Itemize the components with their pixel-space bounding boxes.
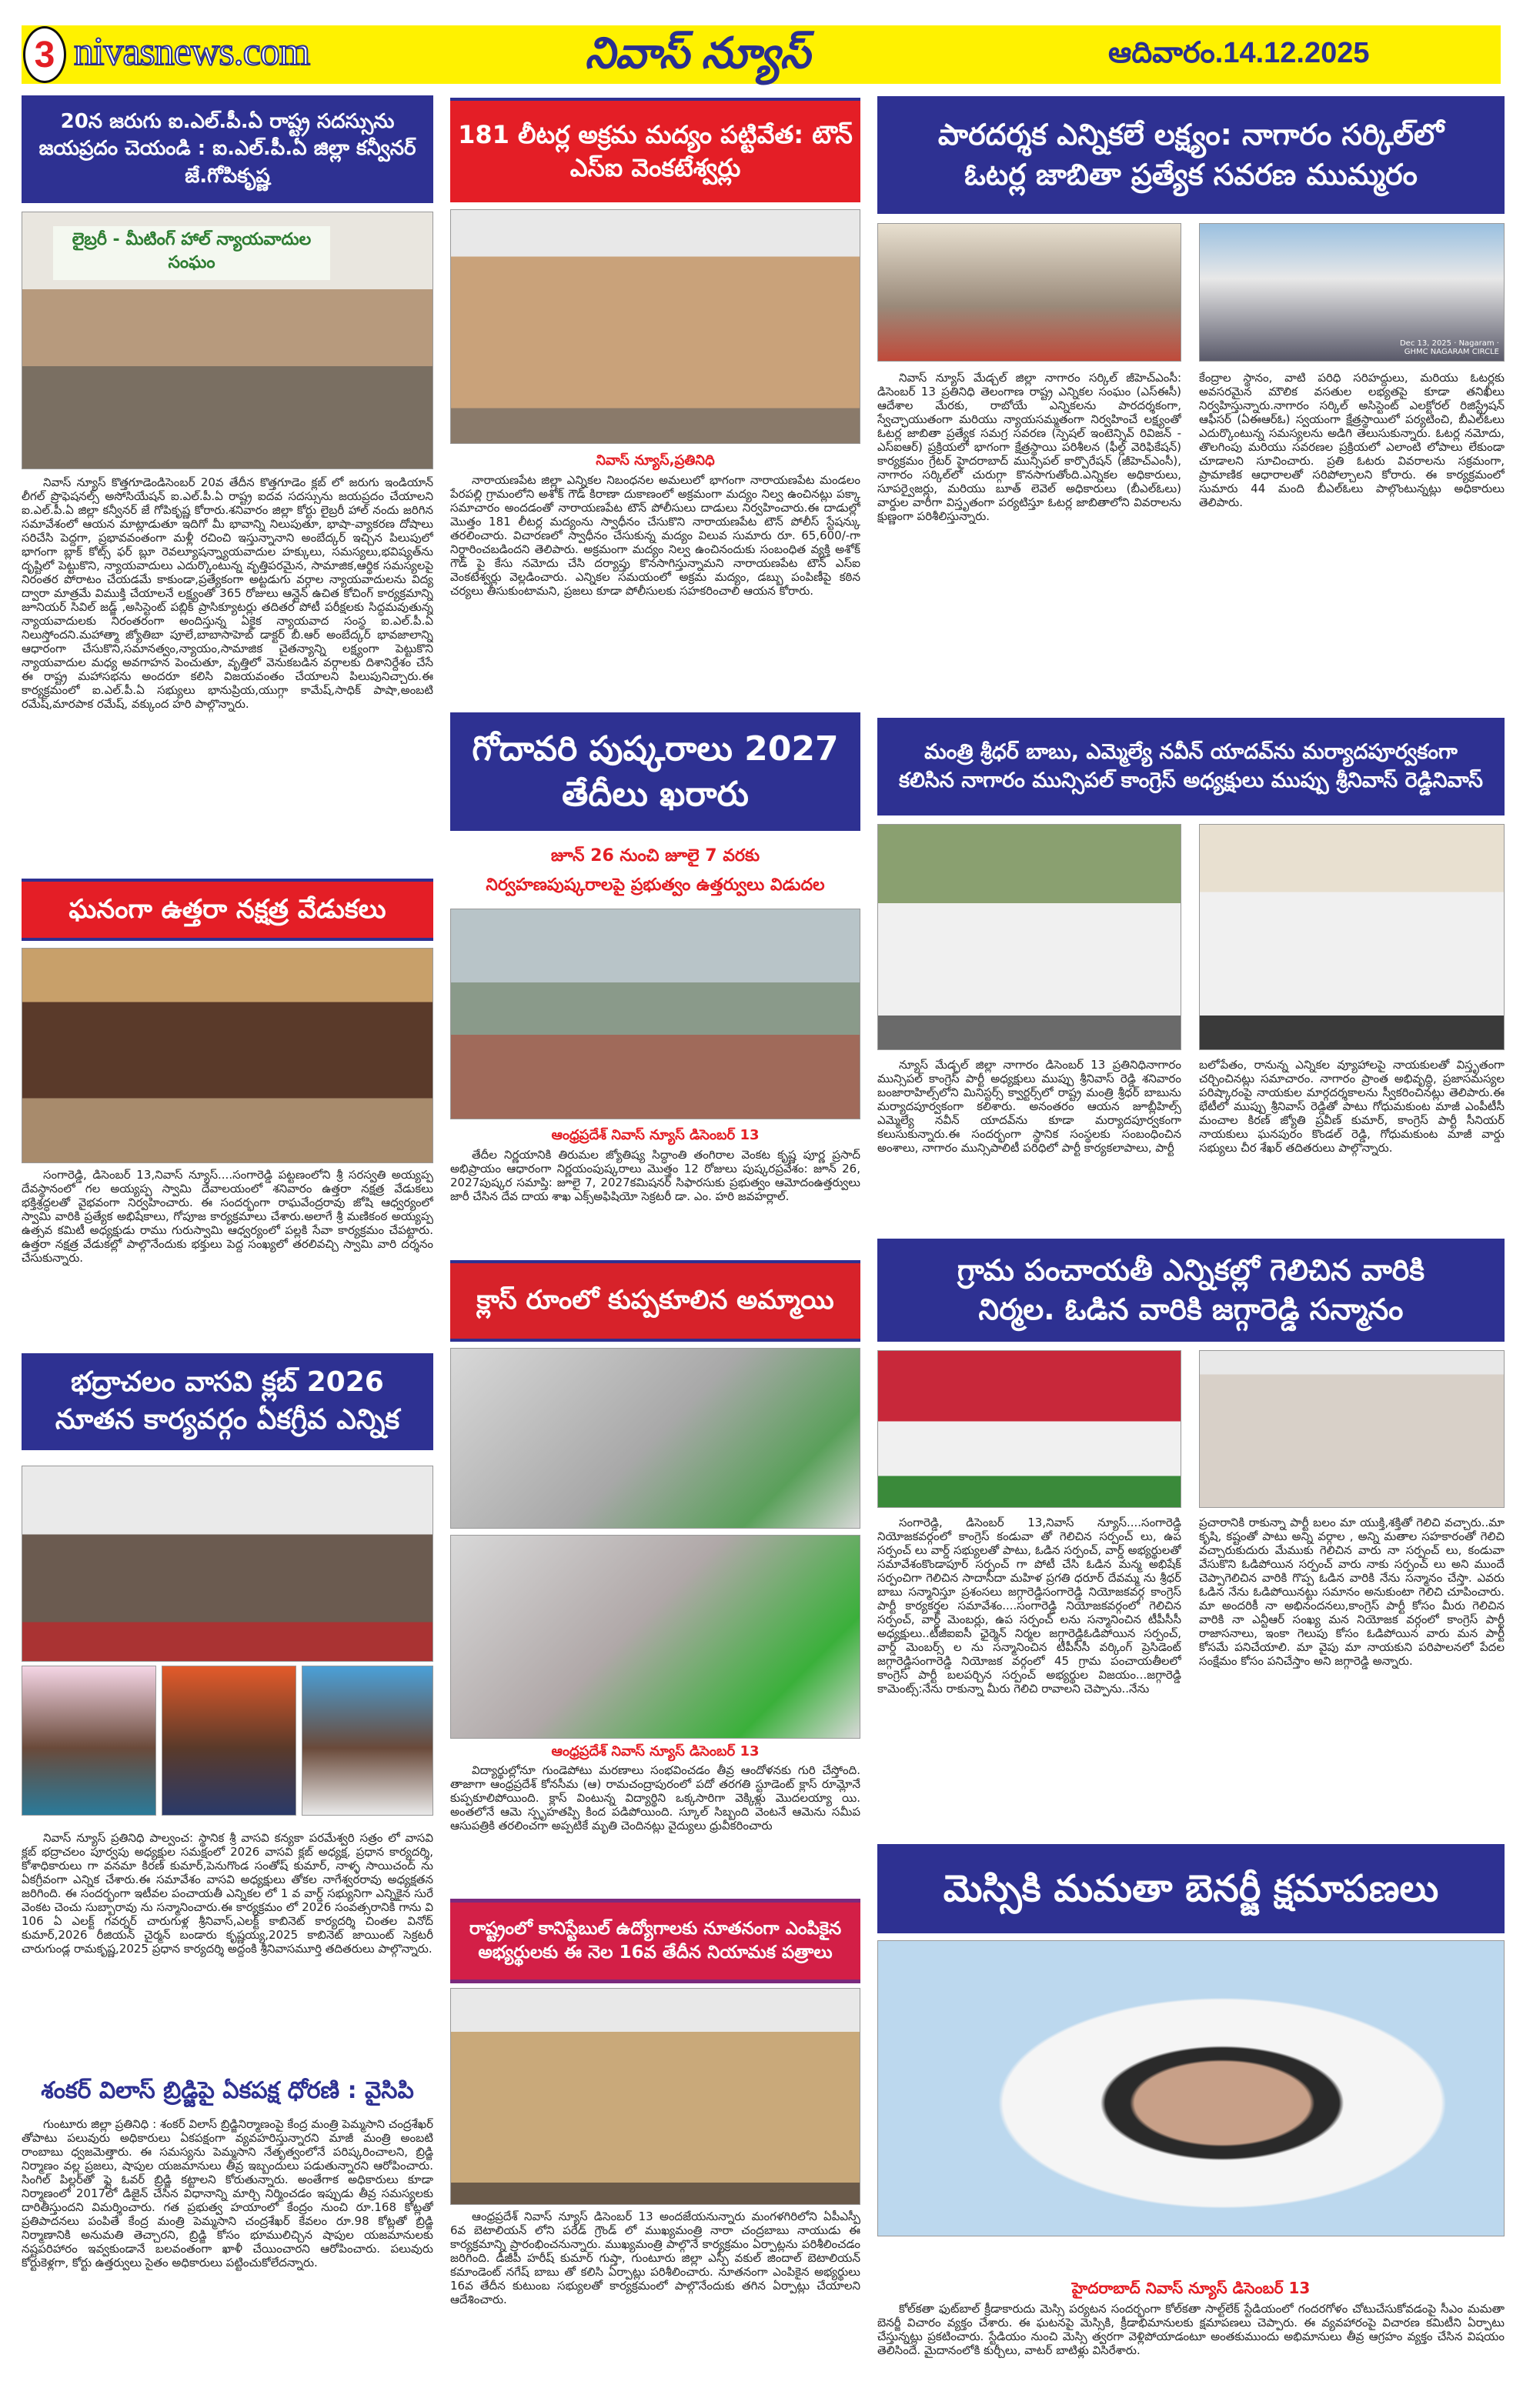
byline-classroom: ఆంధ్రప్రదేశ్ నివాస్ న్యూస్ డిసెంబర్ 13	[551, 1743, 760, 1759]
photo-ilpa-meeting	[22, 212, 433, 469]
article-voter-list-body-left: నివాస్ న్యూస్ మేడ్చల్ జిల్లా నాగారం సర్కిల్ జీహెచ్ఎంసీ: డిసెంబర్ 13 ప్రతినిధి తెలంగాణ రాష్ట్ర ఎన్నికల సంఘం (ఎస్ఈసీ) ఆదేశాల మేరకు, రాబోయే ఎన్నికలను పారదర్శకంగా, స్వేచ్ఛాయుతంగా మరియు న్యాయసమ్మతంగా నిర్వహించే లక్ష్యంతో ఓటర్ల జాబితా ప్రత్యేక సమగ్ర సవరణ (స్పెషల్ ఇంటెన్సివ్ రివిజన్ - ఎస్ఐఆర్) ప్రక్రియలో భాగంగా క్షేత్రస్థాయి పరిశీలన (ఫీల్డ్ వెరిఫికేషన్) కార్యక్రమం గ్రేటర్ హైదరాబాద్ మున్సిపల్ కార్పొరేషన్ (జీహెచ్ఎంసీ), నాగారం సర్కిల్‌లో చురుగ్గా కొనసాగుతోంది.ఎన్నికల అధికారులు, సూపర్వైజర్లు, మరియు బూత్ లెవెల్ అధికారులు (బీఎల్ఓలు) వార్డుల వారీగా విస్తృతంగా పర్యటిస్తూ ఓటర్ల జాబితాలోని వివరాలను క్షుణ్ణంగా పరిశీలిస్తున్నారు.	[877, 371, 1181, 523]
headline-minister-meeting	[877, 718, 1505, 815]
headline-line-1: మంత్రి శ్రీధర్ బాబు, ఎమ్మెల్యే నవీన్ యాదవ్‌ను మర్యాదపూర్వకంగా	[924, 740, 1458, 765]
photo-felicitation-crowd	[1199, 1350, 1505, 1508]
photo-felicitation-stage	[877, 1350, 1181, 1508]
byline-godavari: ఆంధ్రప్రదేశ్ నివాస్ న్యూస్ డిసెంబర్ 13	[551, 1127, 760, 1143]
article-ilpa-body: నివాస్ న్యూస్ కొత్తగూడెండిసెంబర్ 20వ తేదీన కొత్తగూడెం క్లబ్ లో జరుగు ఇండియాన్ లీగల్ ప్రొఫెషనల్స్ అసోసియేషన్ ఐ.ఎల్.పీ.ఏ రాష్ట్ర ఐదవ సదస్సును జయప్రదం చేయాలని ఐ.ఎల్.పీ.ఏ జిల్లా కన్వీనర్ జే గోపికృష్ణ కోరారు.శనివారం జిల్లా కోర్టు లైబ్రరీ హాల్ నందు జరిగిన సమావేశంలో ఆయన మాట్లాడుతూ ఇదిగో మీ భావాన్ని నిలుపుతూ, భాషా-వ్యాకరణ దోషాలు సరిచేసి పెద్దగా, ప్రభావవంతంగా మళ్లీ రచించి ఇస్తున్నానాని అంబేద్కర్ ఇచ్చిన పిలుపులో భాగంగా బ్లాక్ కోట్స్ ఫర్ బ్లూ రెవల్యూషన్న్యాయవాదుల హక్కులు, సమస్యలు,భవిష్యత్‌ను దృష్టిలో పెట్టుకొని, న్యాయవాదులు ఎదుర్కొంటున్న వృత్తిపరమైన, సామాజిక,ఆర్థిక సమస్యలపై నిరంతర పోరాటం చేయడమే కాకుండా,ప్రత్యేకంగా అట్టడుగు వర్గాల న్యాయవాదులను విద్య ద్వారా మాత్రమే విముక్తి చేయాలనే లక్ష్యంతో 365 రోజులు ఆన్లైన్ ఉచిత కోచింగ్ కార్యక్రమాన్ని జూనియర్ సివిల్ జడ్జ్ ,అసిస్టెంట్ పబ్లిక్ ప్రాసిక్యూటర్లు తదితర పోటీ పరీక్షలకు సిద్ధమవుతున్న న్యాయవాదులకు నిరంతరంగా అందిస్తున్న ఏకైక న్యాయవాద సంస్థ ఐ.ఎల్.పీ.ఏ నిలుస్తోందని.మహాత్మా జ్యోతిబా పూలే,బాబాసాహెబ్ డాక్టర్ బీ.ఆర్ అంబేద్కర్ భావజాలాన్ని ఆధారంగా చేసుకొని,సమానత్వం,న్యాయం,సామాజిక చైతన్యాన్ని లక్ష్యంగా పెట్టుకొని న్యాయవాదుల మధ్య అవగాహన పెంచుతూ, వృత్తిలో వెనుకబడిన వర్గాలకు దిశానిర్దేశం చేసే ఈ రాష్ట్ర మహాసభను అందరూ కలిసి విజయవంతం చేయాలని పిలుపునిచ్చారు.ఈ కార్యక్రమంలో ఐ.ఎల్.పీ.ఏ సభ్యులు భానుప్రియ,యుగ్గా కామేష్,సాధిక్ పాషా,అంబటి రమేష్,మారపాక రమేష్, వక్కుంద హరి పాల్గొన్నారు.	[22, 475, 433, 711]
byline-mamata: హైదరాబాద్ నివాస్ న్యూస్ డిసెంబర్ 13	[1071, 2279, 1311, 2297]
headline-line-2: ఓటర్ల జాబితా ప్రత్యేక సవరణ ముమ్మరం	[964, 157, 1418, 192]
newspaper-logo: నివాస్ న్యూస్	[585, 28, 810, 77]
photo-mamata-banerjee	[877, 1940, 1505, 2236]
photo-police-officials	[450, 1988, 860, 2205]
headline-mamata-apology: మెస్సికి మమతా బెనర్జీ క్షమాపణలు	[877, 1844, 1505, 1933]
headline-uttara-nakshatra: ఘనంగా ఉత్తరా నక్షత్ర వేడుకలు	[22, 879, 433, 941]
article-vasavi-body: నివాస్ న్యూస్ ప్రతినిధి పాల్వంచ: స్థానిక శ్రీ వాసవి కన్యకా పరమేశ్వరి సత్రం లో వాసవి క్లబ్ భద్రాచలం పూర్వపు అధ్యక్షుల సమక్షంలో 2026 వాసవి క్లబ్ అధ్యక్ష, ప్రధాన కార్యదర్శి, కోశాధికారులు గా వనమా కిరణ్ కుమార్,పెనుగొండ సంతోష్ కుమార్, నాళ్ళ సాయిచంద్ ను ఏకగ్రీవంగా ఎన్నిక చేశారు.ఈ సమావేశం వాసవి అధ్యక్షులు తోకల నాగేశ్వరరావు అధ్యక్షతన జరిగింది. ఈ సందర్భంగా ఇటీవల పంచాయతీ ఎన్నికల లో 1 వ వార్డ్ సభ్యునిగా ఎన్నికైన సురే వెంకట చెంచు సుబ్బారావు ను సన్మానించారు.ఈ కార్యక్రమం లో 2026 సంవత్సరానికి గాను వి 106 ఏ ఎలక్ట్ గవర్నర్ చారుగుళ్ల శ్రీనివాస్,ఎలక్ట్ కాబినెట్ కార్యదర్శి చింతల వినోద్ కుమార్,2026 రీజియన్ చైర్మన్ బండారు కృష్ణయ్య,2025 కాబినెట్ జాయింట్ సెక్రటరీ చారుగుండ్ల రామకృష్ణ,2025 ప్రధాన కార్యదర్శి అద్దంకి శ్రీనివాసమూర్తి తదితరులు పాల్గొన్నారు.	[22, 1831, 433, 1956]
photo-godavari-river	[450, 909, 860, 1119]
photo-member-1	[22, 1666, 156, 1816]
article-panchayat-body-left: సంగారెడ్డి, డిసెంబర్ 13,నివాస్ న్యూస్....సంగారెడ్డి నియోజకవర్గంలో కాంగ్రెస్ కండువా తో గెలిచిన సర్పంచ్ లు, ఉప సర్పంచ్ లు వార్డ్ సభ్యులతో పాటు, ఓడిన సర్పంచ్, వార్డ్ అభ్యర్థులతో సమావేశంకొండాపూర్ సర్పంచ్ గా పోటీ చేసి ఓడిన మన్మ అభిషేక్ సర్పంచిగా గెలిచిన సాదాసీదా మహిళ ప్రగతి ధరూర్ దేవమ్మ ను శ్రీధర్ బాబు సన్మానిస్తూ ప్రశంసలు జగ్గారెడ్డిసంగారెడ్డి నియోజకవర్గ కాంగ్రెస్ పార్టీ కార్యకర్తల సమావేశం....సంగారెడ్డి నియోజకవర్గంలో గెలిచిన సర్పంచ్, వార్డ్ మెంబర్లు, ఉప సర్పంచ్ లను సన్మానించిన టీపీసీసీ అధ్యక్షులు..టీజీఐఐసీ ఛైర్మెన్ నిర్మల జగ్గారెడ్డిఓడిపోయిన సర్పంచ్, వార్డ్ మెంబర్స్ ల ను సన్మానించిన టీపీసీసీ వర్కింగ్ ప్రెసిడెంట్ జగ్గారెడ్డిసంగారెడ్డి నియోజక వర్గంలో 45 గ్రామ పంచాయతీలలో కాంగ్రెస్ పార్టీ బలపర్చిన సర్పంచ్ అభ్యర్థుల విజయం...జగ్గారెడ్డి కామెంట్స్:నేను రాకున్నా మీరు గెలిచి రావాలని చెప్పాను..నేను	[877, 1516, 1181, 1696]
headline-shankar-vilas: శంకర్ విలాస్ బ్రిడ్జిపై ఏకపక్ష ధోరణి : వైసిపి	[41, 2077, 414, 2104]
headline-constable-appointments	[450, 1899, 860, 1983]
website-name: nivasnews.com	[74, 30, 310, 74]
article-minister-body-right: బలోపేతం, రానున్న ఎన్నికల వ్యూహాలపై నాయకులతో విస్తృతంగా చర్చించినట్లు సమాచారం. నాగారం ప్రాంత అభివృద్ధి, ప్రజాసమస్యల పరిష్కారంపై నాయకుల మార్గదర్శకాలను స్వీకరించినట్లు తెలిపారు.ఈ భేటీలో ముప్పు శ్రీనివాస్ రెడ్డితో పాటు గోధుమకుంట మాజీ ఎంపీటీసీ మంచాల కిరణ్ జ్యోతి ప్రవీణ్ కుమార్, కాంగ్రెస్ పార్టీ సీనియర్ నాయకులు ఘనపురం కొండల్ రెడ్డి, గోధుమకుంట మాజీ వార్డు సభ్యులు చీర శేఖర్ తదితరులు పాల్గొన్నారు.	[1199, 1058, 1505, 1155]
issue-date: ఆదివారం.14.12.2025	[1108, 37, 1370, 69]
article-liquor-body: నారాయణపేట జిల్లా ఎన్నికల నిబంధనల అమలులో భాగంగా నారాయణపేట మండలం పేరపల్లి గ్రామంలోని అశోక్ గౌడ్ కిరాణా దుకాణంలో అక్రమంగా మద్యం నిల్వ ఉంచినట్లు పక్కా సమాచారం అందడంతో నారాయణపేట టౌన్ పోలీసులు దాడులు నిర్వహించారు.ఈ దాడుల్లో మొత్తం 181 లీటర్ల మద్యంను స్వాధీనం చేసుకొని నారాయణపేట టౌన్ పోలీస్ స్టేషన్కు తరలించారు. విచారణలో స్వాధీనం చేసుకున్న మద్యం విలువ సుమారు రూ. 65,600/-గా నిర్ధారించబడిందని తెలిపారు. అక్రమంగా మద్యం నిల్వ ఉంచినందుకు సంబంధిత వ్యక్తి అశోక్ గౌడ్ పై కేసు నమోదు చేసి దర్యాప్తు కొనసాగిస్తున్నామని నారాయణపేట టౌన్ ఎస్ఐ వెంకటేశ్వర్లు వెల్లడించారు. ఎన్నికల సమయంలో అక్రమ మద్యం, డబ్బు పంపిణీపై కఠిన చర్యలు తీసుకుంటామని, ప్రజలు కూడా పోలీసులకు సహకరించాలి ఆయన కోరారు.	[450, 473, 860, 598]
article-panchayat-body-right: ప్రచారానికి రాకున్నా పార్టీ బలం మా యుక్తి,శక్తితో గెలిచి వచ్చారు..మా కృషి, కష్టంతో పాటు అన్ని వర్గాల , అన్ని మతాల సహకారంతో గెలిచి వచ్చారుకుదురు మేముకు గెలిచిన వారు నా సర్పంచ్ లు, కండువా వేసుకొని ఓడిపోయిన సర్పంచ్ వారు నాకు సర్పంచ్ లు అని ముందే చెప్పాగెలిచిన వారికి గొప్ప ఓడిన వారికి నేను సన్మానం చేస్తా. ఎవరు ఓడిన నేను ఓడిపోయినట్టు సమానం అనుకుంటా గెలిచి చూపించారు. మా అందరికీ నా అభినందనలు,కాంగ్రెస్ పార్టీ కోసం మీరు గెలిచిన వారికి నా ఎన్టీఆర్ సంఖ్య మన నియోజక వర్గంలో కాంగ్రెస్ పార్టీ రాజాసనాలు, ఇంకా గెలుపు కోసం ఓడిపోయిన వారు మన పార్టీ కోసమే పనిచేయాలి. మా వైపు మా నాయకుని పరిపాలనలో పేదల సంక్షేమం కోసం పనిచేస్తాం అని జగ్గారెడ్డి అన్నారు.	[1199, 1516, 1505, 1668]
article-classroom-body: విద్యార్థుల్లోనూ గుండెపోటు మరణాలు సంభవించడం తీవ్ర ఆందోళనకు గురి చేస్తోంది. తాజాగా ఆంధ్రప్రదేశ్ కోనసీమ (ఆ) రామచంద్రాపురంలో పదో తరగతి స్టూడెంట్ క్లాస్ రూమ్లోనే కుప్పకూలిపోయింది. క్లాస్ వింటున్న విద్యార్థిని ఒక్కసారిగా వెక్కిళ్లు మొదలయ్యా యి. అంతలోనే ఆమె స్పృహతప్పి కింద పడిపోయింది. స్కూల్ సిబ్బంది వెంటనే ఆమెను సమీప ఆసుపత్రికి తరలించగా అప్పటికే మృతి చెందినట్లు వైద్యులు ధ్రువీకరించారు	[450, 1763, 860, 1833]
photo-banner: లైబ్రరీ - మీటింగ్ హాల్ న్యాయవాదుల సంఘం	[53, 226, 330, 280]
photo-cctv-classroom-2	[450, 1535, 860, 1739]
article-minister-body-left: న్యూస్ మేడ్చల్ జిల్లా నాగారం డిసెంబర్ 13 ప్రతినిధినాగారం మున్సిపల్ కాంగ్రెస్ పార్టీ అధ్యక్షులు ముప్పు శ్రీనివాస్ రెడ్డి శనివారం బంజారాహిల్స్‌లోని మినిస్టర్స్ క్వార్టర్స్‌లో రాష్ట్ర మంత్రి శ్రీధర్ బాబును మర్యాదపూర్వకంగా కలిశారు. అనంతరం ఆయన జూబ్లీహిల్స్ ఎమ్మెల్యే నవీన్ యాదవ్‌ను కూడా మర్యాదపూర్వకంగా కలుసుకున్నారు.ఈ సందర్భంగా స్థానిక సంస్థలకు సంబంధించిన అంశాలు, నాగారం మున్సిపాలిటీ పరిధిలో పార్టీ కార్యకలాపాలు, పార్టీ	[877, 1058, 1181, 1155]
byline-liquor: నివాస్ న్యూస్,ప్రతినిధి	[596, 452, 715, 469]
headline-liquor-seizure: 181 లీటర్ల అక్రమ మద్యం పట్టివేత: టౌన్ ఎస్ఐ వెంకటేశ్వర్లు	[450, 98, 860, 202]
photo-timestamp-caption: Dec 13, 2025 · Nagaram · GHMC NAGARAM CIRCLE	[1399, 339, 1499, 356]
headline-ilpa: 20న జరుగు ఐ.ఎల్.పీ.ఏ రాష్ట్ర సదస్సును జయప్రదం చెయండి : ఐ.ఎల్.పీ.ఏ జిల్లా కన్వీనర్ జే.గోపికృష్ణ	[22, 95, 433, 203]
photo-ayyappa-devotees	[22, 948, 433, 1163]
headline-panchayat-felicitation	[877, 1239, 1505, 1342]
headline-classroom-collapse: క్లాస్ రూంలో కుప్పకూలిన అమ్మాయి	[450, 1260, 860, 1342]
photo-minister-meeting-2	[1199, 824, 1505, 1050]
photo-vasavi-club	[22, 1466, 433, 1662]
article-constable-body: ఆంధ్రప్రదేశ్ నివాస్ న్యూస్ డిసెంబర్ 13 అందజేయనున్నారు మంగళగిరిలోని ఏపీఎస్పీ 6వ బెటాలియన్ లోని పరేడ్ గ్రౌండ్ లో ముఖ్యమంత్రి నారా చంద్రబాబు నాయుడు ఈ కార్యక్రమాన్ని ప్రారంభించనున్నారు. ముఖ్యమంత్రి పాల్గొనే కార్యక్రమం ఏర్పాట్లను పరిశీలించడం జరిగింది. డీజీపీ హరీష్ కుమార్ గుప్తా, గుంటూరు జిల్లా ఎస్పీ వకుల్ జిందాల్ బెటాలియన్ కమాండెంట్ నగేష్ బాబు తో కలిసి ఏర్పాట్లు పరిశీలించారు. నూతనంగా ఎంపికైన అభ్యర్థులు 16వ తేదీన కుటుంబ సభ్యులతో కార్యక్రమంలో పాల్గొనేందుకు తగిన ఏర్పాట్లు చేయాలని ఆదేశించారు.	[450, 2210, 860, 2306]
photo-member-3	[302, 1666, 433, 1816]
article-voter-list-body-right: కేంద్రాల స్థానం, వాటి పరిధి సరిహద్దులు, మరియు ఓటర్లకు అవసరమైన మౌలిక వసతుల లభ్యతపై కూడా తనిఖీలు నిర్వహిస్తున్నారు.నాగారం సర్కిల్ అసిస్టెంట్ ఎలక్టోరల్ రిజిస్ట్రేషన్ ఆఫీసర్ (ఏఈఆర్ఓ) స్వయంగా క్షేత్రస్థాయిలో పర్యటించి, బీఎల్ఓలు ఎదుర్కొంటున్న సమస్యలను అడిగి తెలుసుకున్నారు. ఓటర్ల నమోదు, తొలగింపు మరియు సవరణల ప్రక్రియలో ఎలాంటి లోపాలు లేకుండా చూడాలని సూచించారు. ప్రతి ఓటరు వివరాలను సక్రమంగా, ప్రామాణిక ఆధారాలతో సరిపోల్చాలని కోరారు. ఈ కార్యక్రమంలో సుమారు 44 మంది బీఎల్ఓలు పాల్గొంటున్నట్లు అధికారులు తెలిపారు.	[1199, 371, 1505, 509]
headline-line-2: కలిసిన నాగారం మున్సిపల్ కాంగ్రెస్ అధ్యక్షులు ముప్పు శ్రీనివాస్ రెడ్డినివాస్	[899, 768, 1483, 792]
photo-cctv-classroom-1	[450, 1348, 860, 1529]
headline-vasavi-club: భద్రాచలం వాసవి క్లబ్ 2026 నూతన కార్యవర్గం ఏకగ్రీవ ఎన్నిక	[22, 1353, 433, 1450]
photo-police-liquor	[450, 209, 860, 444]
headline-line-1: గ్రామ పంచాయతీ ఎన్నికల్లో గెలిచిన వారికి	[957, 1252, 1425, 1287]
photo-field-verification-1	[877, 223, 1181, 362]
subheadline-orders: నిర్వహణపుష్కరాలపై ప్రభుత్వం ఉత్తర్వులు విడుదల	[486, 875, 825, 895]
article-shankar-vilas-body: గుంటూరు జిల్లా ప్రతినిధి : శంకర్ విలాస్ బ్రిడ్జినిర్మాణంపై కేంద్ర మంత్రి పెమ్మసాని చంద్రశేఖర్ తోపాటు పలువురు అధికారులు ఏకపక్షంగా వ్యవహరిస్తున్నారని మాజీ మంత్రి అంబటి రాంబాబు ధ్వజమెత్తారు. ఈ సమస్యను పెమ్మసాని నేతృత్వంలోనే పరిష్కరించాలని, బ్రిడ్జి నిర్మాణం వల్ల ప్రజలు, షాపుల యజమానులు తీవ్ర ఇబ్బందులు పడుతున్నారని ఆరోపించారు. సింగిల్ పిల్లర్‌తో ఫ్లై ఓవర్ బ్రిడ్జి కట్టాలని కోరుతున్నారు. అంతేగాక అధికారులు కూడా నిర్మాణంలో 2017లో డిజైన్ చేసిన విధానాన్ని మార్చి నిర్మించడం ఇప్పుడు తీవ్ర సమస్యలకు దారితీస్తుందని విమర్శించారు. గత ప్రభుత్వ హయాంలో కేంద్రం నుంచి రూ.168 కోట్లతో ప్రతిపాదనలు పంపితే కేంద్ర మంత్రి పెమ్మసాని చంద్రశేఖర్ కేవలం రూ.98 కోట్లతో బ్రిడ్జి నిర్మాణానికి అనుమతి తెచ్చారని, బ్రిడ్జి కోసం భూములిచ్చిన షాపుల యజమానులకు నష్టపరిహారం ఇవ్వకుండానే బలవంతంగా ఖాళీ చేయించారని ఆరోపించారు. పలువురు కోర్టుకెళ్లగా, కోర్టు ఉత్తర్వులు సైతం అధికారులు పట్టించుకోలేదన్నారు.	[22, 2117, 433, 2270]
headline-godavari-pushkaralu: గోదావరి పుష్కరాలు 2027 తేదీలు ఖరారు	[450, 712, 860, 831]
headline-line-2: నిర్మల. ఓడిన వారికి జగ్గారెడ్డి సన్మానం	[978, 1292, 1404, 1326]
headline-line-1: రాష్ట్రంలో కానిస్టేబుల్ ఉద్యోగాలకు నూతనంగా ఎంపికైన	[469, 1918, 842, 1939]
article-uttara-body: సంగారెడ్డి, డిసెంబర్ 13,నివాస్ న్యూస్....సంగారెడ్డి పట్టణంలోని శ్రీ సరస్వతి అయ్యప్ప దేవస్థానంలో గల అయ్యప్ప స్వామి దేవాలయంలో శనివారం ఉత్తరా నక్షత్ర వేడుకలు భక్తిశ్రద్ధలతో వైభవంగా నిర్వహించారు. ఈ సందర్భంగా రాఘవేంద్రరావు జోషి ఆధ్వర్యంలో స్వామి వారికి ప్రత్యేక అభిషేకాలు, గోపూజ కార్యక్రమాలు చేశారు.అలాగే శ్రీ మణికంఠ అయ్యప్ప ఉత్సవ కమిటీ అధ్యక్షుడు రాము గురుస్వామి ఆధ్వర్యంలో పల్లకి సేవా కార్యక్రమం చేపట్టారు. ఉత్తరా నక్షత్ర వేడుకల్లో పాల్గొనేందుకు భక్తులు పెద్ద సంఖ్యలో తరలివచ్చి స్వామి వారి దర్శనం చేసుకున్నారు.	[22, 1168, 433, 1265]
photo-minister-meeting-1	[877, 824, 1181, 1050]
headline-line-1: పారదర్శక ఎన్నికలే లక్ష్యం: నాగారం సర్కిల్‌లో	[937, 118, 1445, 152]
headline-line-2: అభ్యర్థులకు ఈ నెల 16వ తేదీన నియామక పత్రాలు	[478, 1943, 833, 1963]
photo-member-2	[162, 1666, 296, 1816]
article-godavari-body: తేదీల నిర్ణయానికి తిరుమల జ్యోతిష్య సిద్ధాంతి తంగిరాల వెంకట కృష్ణ పూర్ణ ప్రసాద్ అభిప్రాయం ఆధారంగా నిర్ణయంపుష్కరాలు మొత్తం 12 రోజులు పుష్కరప్రవేశం: జూన్ 26, 2027పుష్కర సమాప్తి: జూలై 7, 2027కమిషనర్ సిఫారసుకు ప్రభుత్వం ఆమోదంఉత్తర్వులు జారీ చేసిన దేవ దాయ శాఖ ఎక్స్‌అఫిషియో సెక్రటరీ డా. ఎం. హరి జవహర్లాల్.	[450, 1148, 860, 1203]
page-number: 3	[23, 26, 66, 83]
subheadline-dates: జూన్ 26 నుంచి జూలై 7 వరకు	[550, 846, 760, 865]
photo-field-verification-2	[1199, 223, 1505, 362]
headline-voter-list-revision	[877, 96, 1505, 214]
article-mamata-body: కోల్‌కతా ఫుట్‌బాల్ క్రీడాకారుదు మెస్సి పర్యటన సందర్భంగా కోల్‌కతా సాల్ట్‌లేక్ స్టేడియంలో గందరగోళం చోటుచేసుకోవడంపై సీఎం మమతా బెనర్జీ విచారం వ్యక్తం చేశారు. ఈ ఘటనపై మెస్సికి, క్రీడాభిమానులకు క్షమాపణలు చెప్పారు. ఈ వ్యవహారంపై విచారణ కమిటీని ఏర్పాటు చేస్తున్నట్లు ప్రకటించారు. స్టేడియం నుంచి మెస్సి త్వరగా వెళ్లిపోయాడంటూ అంతకుముందు అభిమానులు తీవ్ర ఆగ్రహం వ్యక్తం చేసిన విషయం తెలిసిందే. మైదానంలోకి కుర్చీలు, వాటర్ బాటిళ్లు విసిరేశారు.	[877, 2302, 1505, 2357]
